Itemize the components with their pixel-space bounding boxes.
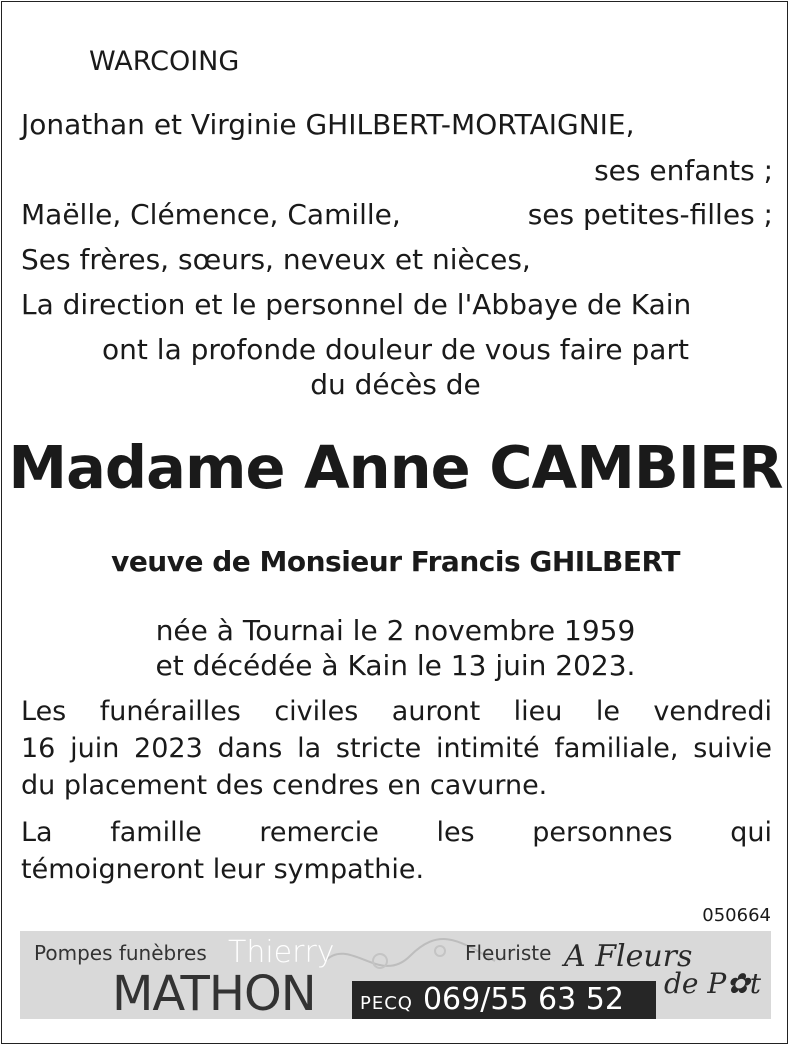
place-name: WARCOING bbox=[89, 46, 240, 77]
town-label: PECQ bbox=[360, 993, 413, 1014]
obituary-notice bbox=[1, 1, 788, 1044]
staff-line: La direction et le personnel de l'Abbaye de Kain bbox=[21, 288, 692, 321]
children-names: Jonathan et Virginie GHILBERT-MORTAIGNIE, bbox=[21, 108, 635, 141]
pompes-funebres-label: Pompes funèbres bbox=[34, 941, 207, 965]
funeral-home-banner bbox=[20, 931, 771, 1019]
mathon-logo-text: MATHON bbox=[112, 966, 316, 1019]
funeral-line-1: Les funérailles civiles auront lieu le vendredi bbox=[21, 696, 772, 727]
announcement-line-2: du décès de bbox=[310, 368, 481, 401]
death-line: et décédée à Kain le 13 juin 2023. bbox=[155, 649, 636, 682]
funeral-line-3: du placement des cendres en cavurne. bbox=[21, 770, 548, 801]
widow-of-line: veuve de Monsieur Francis GHILBERT bbox=[111, 545, 680, 578]
phone-box bbox=[352, 981, 656, 1019]
grandchildren-role: ses petites-filles ; bbox=[527, 198, 773, 231]
deceased-name: Madame Anne CAMBIER bbox=[8, 433, 783, 502]
thanks-line-2: témoigneront leur sympathie. bbox=[21, 854, 425, 885]
birth-line: née à Tournai le 2 novembre 1959 bbox=[155, 614, 636, 647]
florist-brand-line-2: de P✿t bbox=[664, 967, 761, 1000]
phone-number: 069/55 63 52 bbox=[422, 982, 624, 1017]
thanks-line-1: La famille remercie les personnes qui bbox=[21, 817, 772, 848]
children-role: ses enfants ; bbox=[594, 154, 773, 187]
siblings-line: Ses frères, sœurs, neveux et nièces, bbox=[21, 243, 531, 276]
florist-brand-line-1: A Fleurs bbox=[564, 939, 693, 974]
funeral-line-2: 16 juin 2023 dans la stricte intimité familiale, suivie bbox=[21, 733, 772, 764]
fleuriste-label: Fleuriste bbox=[465, 941, 552, 965]
announcement-line-1: ont la profonde douleur de vous faire part bbox=[102, 333, 689, 366]
thierry-label: Thierry bbox=[228, 935, 335, 970]
grandchildren-names: Maëlle, Clémence, Camille, bbox=[21, 198, 401, 231]
reference-number: 050664 bbox=[702, 905, 771, 926]
